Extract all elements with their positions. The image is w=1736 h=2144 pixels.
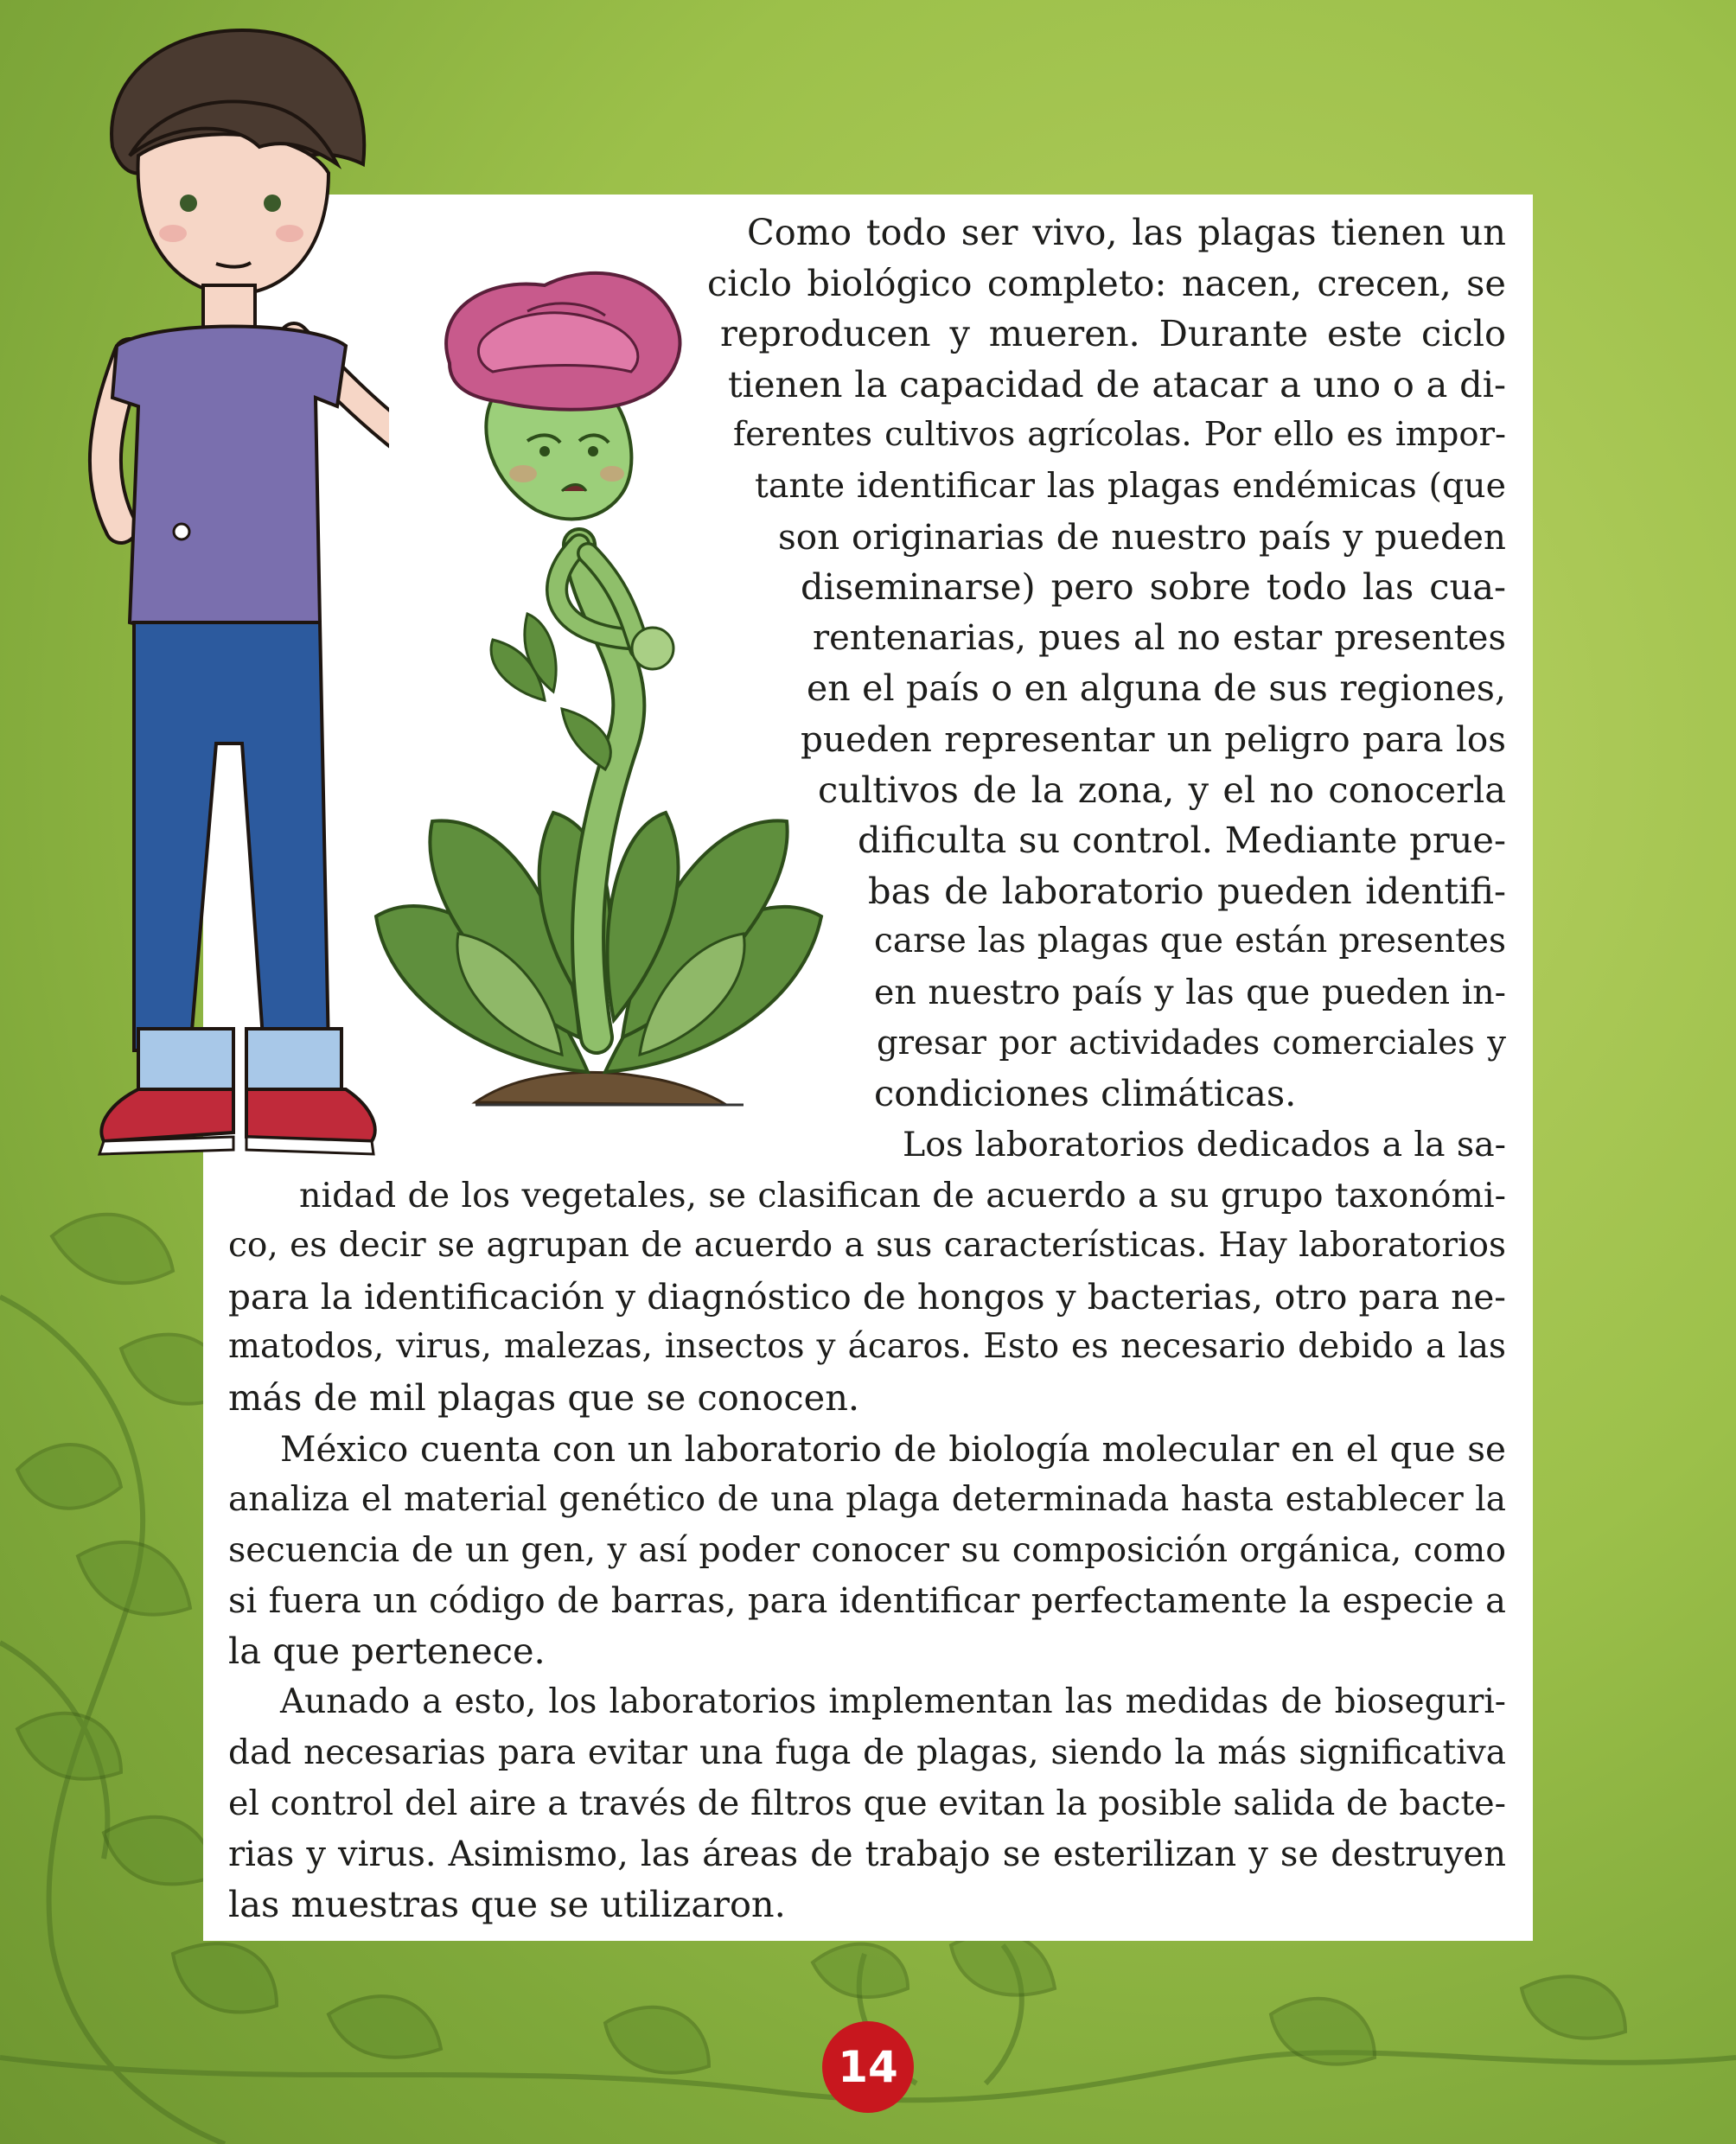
text-line: bas de laboratorio pueden identifi-: [868, 869, 1506, 912]
text-line: en el país o en alguna de sus regiones,: [807, 667, 1506, 710]
text-line: ferentes cultivos agrícolas. Por ello es impor-: [733, 415, 1506, 455]
paragraph-3: [228, 1424, 1506, 1677]
text-line: la que pertenece.: [228, 1630, 546, 1673]
text-line: dad necesarias para evitar una fuga de plagas, siendo la más significativa: [228, 1732, 1506, 1772]
text-line: son originarias de nuestro país y pueden: [778, 515, 1506, 558]
text-line: más de mil plagas que se conocen.: [228, 1375, 860, 1419]
boy-illustration: [86, 26, 389, 1167]
text-line: carse las plagas que están presentes: [874, 922, 1506, 961]
text-line: Los laboratorios dedicados a la sa-: [903, 1125, 1506, 1165]
text-line: co, es decir se agrupan de acuerdo a sus características. Hay laboratorios: [228, 1226, 1506, 1266]
text-line: secuencia de un gen, y así poder conocer su composición orgánica, como: [228, 1530, 1506, 1571]
text-line: las muestras que se utilizaron.: [228, 1883, 786, 1926]
text-line: diseminarse) pero sobre todo las cua-: [801, 565, 1506, 609]
text-line: matodos, virus, malezas, insectos y ácaros. Esto es necesario debido a las: [228, 1327, 1506, 1367]
paragraph-2: [228, 1120, 1506, 1424]
paragraph-1: [707, 207, 1506, 1120]
text-line: si fuera un código de barras, para identificar perfectamente la especie a: [228, 1580, 1506, 1621]
text-line: para la identificación y diagnóstico de hongos y bacterias, otro para ne-: [228, 1275, 1506, 1318]
text-line: pueden representar un peligro para los: [801, 718, 1506, 760]
text-line: cultivos de la zona, y el no conocerla: [818, 768, 1506, 811]
text-line: analiza el material genético de una plaga determinada hasta establecer la: [228, 1479, 1506, 1519]
text-line: rias y virus. Asimismo, las áreas de trabajo se esterilizan y se destruyen: [228, 1834, 1506, 1874]
paragraph-4: [228, 1677, 1506, 1930]
text-line: tienen la capacidad de atacar a uno o a di-: [728, 362, 1506, 405]
text-line: dificulta su control. Mediante prue-: [858, 819, 1506, 862]
text-line: condiciones climáticas.: [874, 1072, 1297, 1115]
text-line: tante identificar las plagas endémicas (que: [755, 465, 1506, 506]
text-line: en nuestro país y las que pueden in-: [874, 972, 1506, 1012]
text-line: reproducen y mueren. Durante este ciclo: [720, 312, 1506, 355]
text-line: ciclo biológico completo: nacen, crecen, se: [707, 261, 1506, 304]
text-line: el control del aire a través de filtros que evitan la posible salida de bacte-: [228, 1783, 1506, 1824]
text-line: Como todo ser vivo, las plagas tienen un: [747, 211, 1506, 253]
page-number-badge: 14: [822, 2021, 914, 2113]
text-line: nidad de los vegetales, se clasifican de acuerdo a su grupo taxonómi-: [299, 1175, 1506, 1216]
text-line: México cuenta con un laboratorio de biología molecular en el que se: [280, 1428, 1506, 1470]
text-line: rentenarias, pues al no estar presentes: [813, 617, 1506, 658]
text-line: gresar por actividades comerciales y: [877, 1023, 1506, 1062]
text-line: Aunado a esto, los laboratorios implementan las medidas de bioseguri-: [280, 1682, 1506, 1721]
